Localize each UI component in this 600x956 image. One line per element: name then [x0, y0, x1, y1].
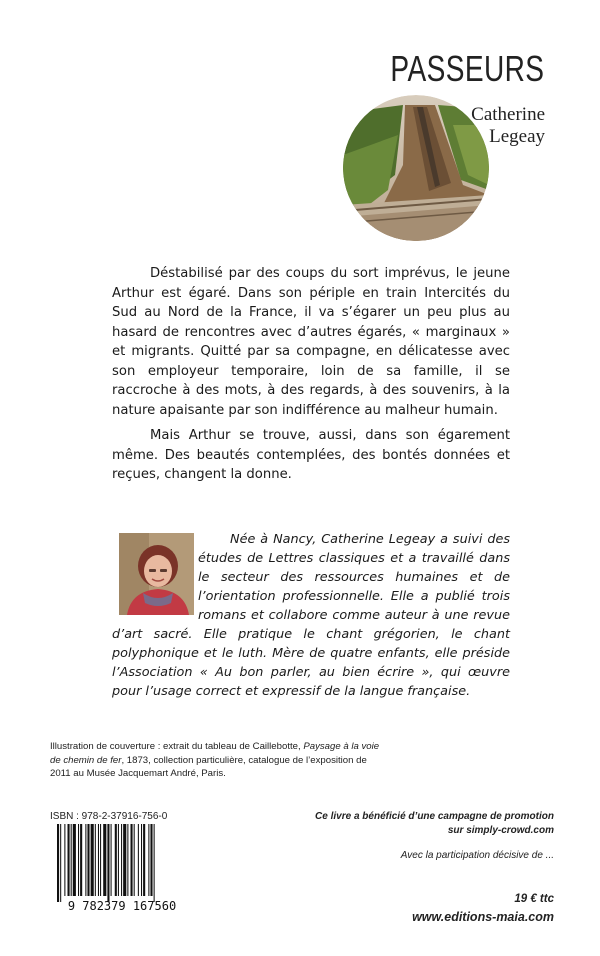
bio-text: Née à Nancy, Catherine Legeay a suivi des études de Lettres classiques et a travaillé dans le secteur des ressources humaines et de l’orientation professionnelle. Elle a publié trois romans et collabore comme auteur à une revue d’art sacré. Elle pratique le chant grégorien, le chant polyphonique et le luth. Mère de quatre enfants, elle préside l’Association « Au bon parler, au bien écrire », qui œuvre pour l’usage correct et expressif de la langue française.	[112, 532, 510, 699]
promotion-note	[315, 810, 554, 838]
promo-line: Ce livre a bénéficié d’une campagne de promotion	[315, 811, 554, 822]
book-title: PASSEURS	[390, 48, 544, 89]
cover-credit	[50, 740, 380, 781]
isbn-barcode	[49, 824, 196, 912]
promo-line: sur simply-crowd.com	[447, 825, 554, 836]
cover-painting-railway	[343, 95, 489, 241]
painting-title: Paysage à la voie de chemin de fer	[50, 741, 380, 766]
barcode-bars	[57, 824, 155, 902]
credit-text: , 1873, collection particulière, catalogue de l’exposition de 2011 au Musée Jacquemart André, Paris.	[50, 754, 367, 779]
credit-text: Illustration de couverture : extrait du tableau de Caillebotte,	[50, 741, 304, 752]
blurb-paragraph: Mais Arthur se trouve, aussi, dans son égarement même. Des beautés contemplées, des bontés données et reçues, changent la donne.	[112, 428, 510, 482]
author-last-name: Legeay	[489, 126, 545, 147]
author-first-name: Catherine	[471, 104, 545, 125]
barcode-digits: 9 782379 167560	[67, 899, 177, 912]
back-cover-blurb	[112, 264, 510, 491]
author-biography	[112, 530, 510, 701]
publisher-website[interactable]: www.editions-maia.com	[412, 910, 554, 924]
partner-note: Avec la participation décisive de ...	[400, 850, 554, 861]
price: 19 € ttc	[514, 893, 554, 905]
blurb-paragraph: Déstabilisé par des coups du sort imprévus, le jeune Arthur est égaré. Dans son périple en train Intercités du Sud au Nord de la France, il va s’égarer un peu plus au hasard de rencontres avec d’autres égarés, « marginaux » et migrants. Quitté par sa compagne, en délicatesse avec son employeur temporaire, loin de sa famille, il se raccroche à des mots, à des regards, à des souvenirs, à la nature apaisante par son indifférence au malheur humain.	[112, 266, 510, 418]
isbn: ISBN : 978-2-37916-756-0	[50, 811, 168, 822]
